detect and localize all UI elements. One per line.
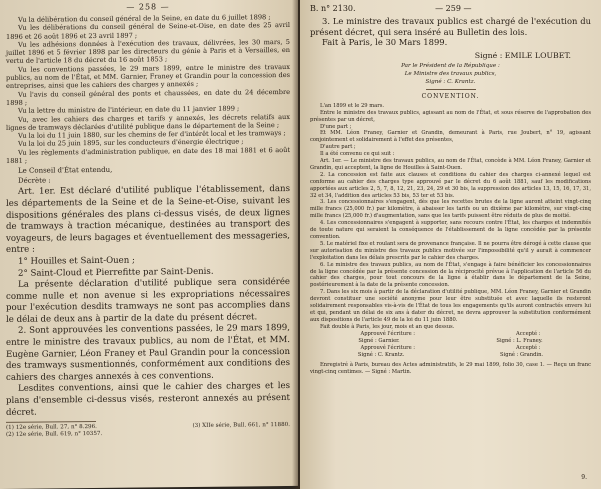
signature-garnier: Signé : Garnier. [358, 337, 400, 344]
approved-right: Accepté : [516, 330, 541, 337]
line-item-2: 2° Saint-Cloud et Pierrefitte par Saint-Denis. [18, 266, 214, 279]
convention-paragraph: Il a été convenu ce qui suit : [320, 151, 395, 158]
preamble-paragraph: Vu l'avis du conseil général des ponts et chaussées, en date du 24 décembre 1898 ; [6, 87, 290, 107]
convention-body [310, 103, 591, 331]
convention-paragraph: L'an 1899 et le 29 mars. [320, 102, 385, 109]
right-page-number: — 259 — [435, 4, 472, 13]
conventions-paragraph: Lesdites conventions, ainsi que le cahier des charges et les plans d'ensemble ci-dessus visés, resteront annexés au présent décret. [6, 381, 290, 418]
preamble-paragraph: Vu la délibération du conseil général de la Seine, en date du 6 juillet 1898 ; [18, 13, 271, 24]
signature-row-4 [310, 352, 591, 359]
signature-row-3 [310, 345, 591, 352]
approved-writing: Approuvé l'écriture : [360, 344, 416, 351]
preamble-paragraph: Vu les délibérations du conseil général de Seine-et-Oise, en date des 25 avril 1896 et 26 août 1896 et 23 avril 1897 ; [6, 21, 290, 41]
left-page [0, 0, 298, 489]
signature-krantz: Signé : C. Krantz. [357, 351, 405, 358]
preamble-paragraph: Le Conseil d'État entendu, [18, 166, 113, 176]
convention-heading: CONVENTION. [421, 92, 480, 100]
accepted-2: Accepté : [516, 344, 541, 351]
convention-paragraph: 7. Dans les six mois à partir de la déclaration d'utilité publique, MM. Léon Franey, Garnier et Grandin devront constituer une société anonyme pour leur être substituée et avec laquelle ils resteront solidairement responsables vis-à-vis de l'État de tous les engagements qu'ils auront contractés envers lui et qui, pendant un délai de six ans à dater du décret, ne devra approuver la substitution conformément aux dispositions de l'article 49 de la loi du 11 juin 1880. [310, 289, 591, 323]
left-page-content [6, 1, 290, 439]
signature-row-2 [310, 338, 591, 345]
convention-paragraph: 4. Les concessionnaires s'engagent à supporter, sans recours contre l'État, les charges et indemnités de toute nature qui seraient la conséquence de l'établissement de la ligne concédée par la présente convention. [310, 220, 591, 240]
right-header [310, 4, 591, 13]
signature-grandin: Signé : Grandin. [500, 351, 544, 358]
preamble-paragraph: Vu la loi du 11 juin 1880, sur les chemins de fer d'intérêt local et les tramways ; [18, 129, 286, 140]
footnote-left: (1) 12e série, Bull. 27, n° 8.296. (2) 12e série, Bull. 619, n° 10357. [6, 424, 103, 439]
signature-row-1 [310, 331, 591, 338]
right-page-content [310, 4, 591, 376]
minister-title: Le Ministre des travaux publics, [404, 70, 497, 77]
preamble-paragraph: Vu les adhésions données à l'exécution des travaux, délivrées, les 30 mars, 5 juillet 1896 et 5 février 1898 par les directeurs du génie à Paris et à Versailles, en vertu de l'article 18 du décret du 16 août 1853 ; [6, 37, 290, 66]
article-2: 2. Sont approuvées les conventions passées, le 29 mars 1899, entre le ministre des travaux publics, au nom de l'État, et MM. Eugène Garnier, Léon Franey et Paul Grandin pour la concession des tramways susmentionnés, conformément aux conditions des cahiers des charges annexés à ces conventions. [6, 323, 290, 383]
convention-paragraph: Et MM. Léon Franey, Garnier et Grandin, demeurant à Paris, rue Joubert, n° 19, agissant conjointement et solidairement à l'effet des présentes, [310, 130, 591, 144]
right-page [300, 0, 601, 489]
article-1: Art. 1er. Est déclaré d'utilité publique l'établissement, dans les départements de la Seine et de la Seine-et-Oise, suivant les dispositions générales des plans ci-dessus visés, de deux lignes de tramways à traction mécanique, destinées au transport des voyageurs, de leurs bagages et éventuellement des messageries, entre : [6, 184, 290, 256]
section-rule [426, 89, 476, 90]
preamble-paragraph: Vu les conventions passées, le 29 mars 1899, entre le ministre des travaux publics, au nom de l'État, et MM. Garnier, Franey et Grandin pour la concession des entreprises, ainsi que les cahiers des charges y annexés ; [6, 62, 290, 91]
place-date: Fait à Paris, le 30 Mars 1899. [322, 37, 448, 48]
left-preamble [6, 13, 290, 175]
convention-paragraph: D'une part ; [320, 123, 352, 130]
minister-signature: Signé : C. Krantz. [425, 78, 476, 85]
preamble-paragraph: Vu, avec les cahiers des charges et tarifs y annexés, les décrets relatifs aux lignes de tramways déclarées d'utilité publique dans le département de la Seine ; [6, 112, 290, 132]
convention-paragraph: 6. Le ministre des travaux publics, au nom de l'État, s'engage à faire bénéficier les concessionnaires de la ligne concédée par la présente concession de la réciprocité prévue à l'application de l'article 56 du cahier des charges, pour tout concours de la ligne à établir dans le département de la Seine, postérieurement à la date de la présente concession. [310, 261, 591, 289]
convention-paragraph: Entre le ministre des travaux publics, agissant au nom de l'État, et sous réserve de l'approbation des présentes par un décret, [310, 109, 591, 123]
article-3: 3. Le ministre des travaux publics est chargé de l'exécution du présent décret, qui sera inséré au Bulletin des lois. [310, 16, 591, 37]
line-item-1: 1° Houilles et Saint-Ouen ; [18, 255, 135, 267]
folio-number: 9. [581, 474, 587, 481]
footnotes [6, 422, 290, 439]
preamble-paragraph: Vu la lettre du ministre de l'intérieur, en date du 11 janvier 1899 ; [18, 104, 240, 116]
convention-paragraph: 3. Les concessionnaires s'engagent, dès que les recettes brutes de la ligne auront atteint vingt-cinq mille francs (25,000 fr.) par kilomètre, à abaisser les tarifs ou un dixième par kilomètre, sur vingt-cinq mille francs (25,000 fr.) d'augmentation, sans que les tarifs puissent être réduits de plus de moitié. [310, 199, 591, 220]
convention-paragraph: Art. 1er. — Le ministre des travaux publics, au nom de l'État, concède à MM. Léon Franey, Garnier et Grandin, qui acceptent, la ligne de Houilles à Saint-Ouen. [310, 158, 591, 171]
president-signature: Signé : EMILE LOUBET. [474, 50, 571, 60]
left-page-number: — 258 — [126, 2, 170, 12]
signature-franey: Signé : L. Franey. [496, 337, 543, 344]
registration-note: Enregistré à Paris, bureau des Actes administratifs, le 29 mai 1899, folio 30, case 1. — Reçu un franc vingt-cinq centimes. — Signé : Martin. [310, 361, 591, 375]
convention-paragraph: 2. La concession est faite aux clauses et conditions du cahier des charges ci-annexé lequel est conforme au cahier des charges type approuvé par le décret du 6 août 1881, sauf les modifications apportées aux articles 2, 5, 7, 8, 12, 21, 23, 24, 29 et 30 bis, la suppression des articles 13, 15, 16, 17, 31, 32 et 34, l'addition des articles 53 bis, 53 ter et 53 bis. [310, 171, 591, 199]
footnote-right: (3) XIIe série, Bull. 661, n° 11880. [192, 422, 290, 430]
declaration-paragraph: La présente déclaration d'utilité publique sera considérée comme nulle et non avenue si les expropriations nécessaires pour l'exécution desdits tramways ne sont pas accomplies dans le délai de deux ans à partir de la date du présent décret. [6, 277, 290, 325]
footnote-rule [6, 421, 96, 423]
convention-paragraph: Fait double à Paris, les jour, mois et an que dessus. [320, 323, 455, 330]
approved-left: Approuvé l'écriture : [360, 330, 416, 337]
preamble-paragraph: Vu la loi du 25 juin 1895, sur les conducteurs d'énergie électrique ; [18, 137, 244, 149]
preamble-paragraph: Vu les règlements d'administration publique, en date des 18 mai 1881 et 6 août 1881 ; [6, 145, 290, 165]
by-president: Par le Président de la République : [401, 62, 500, 69]
decree-heading: Décrète : [18, 176, 51, 186]
convention-paragraph: D'autre part ; [320, 144, 356, 151]
convention-paragraph: 5. Le matériel fixe et roulant sera de provenance française. Il ne pourra être dérogé à cette clause que sur autorisation du ministre des travaux publics motivée sur l'impossibilité qu'il y aurait à commencer l'exploitation dans les délais prescrits par le cahier des charges. [310, 240, 591, 261]
bulletin-number: B. n° 2130. [310, 4, 356, 13]
